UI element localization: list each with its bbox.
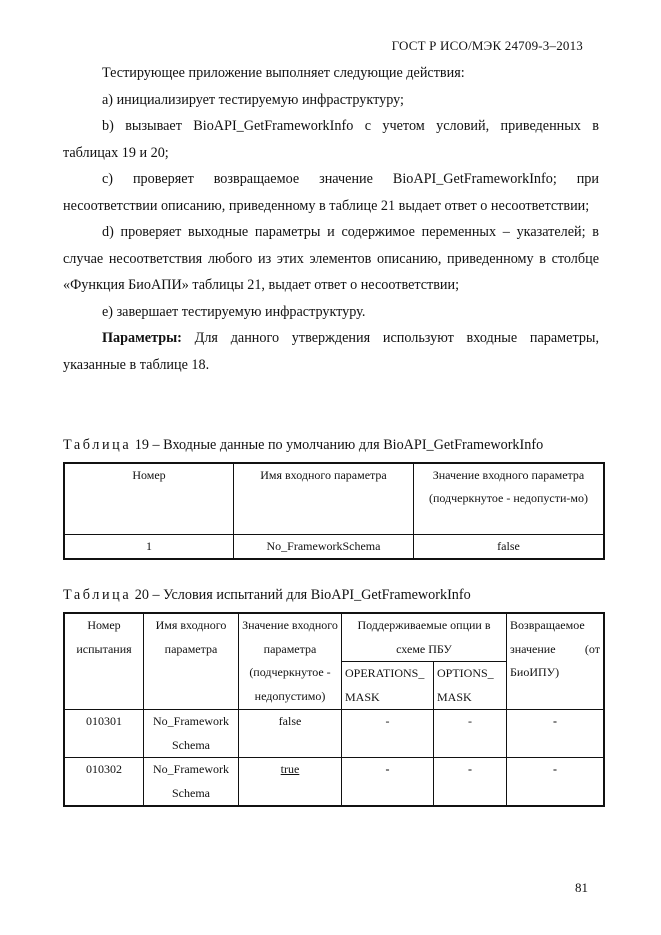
table20-caption-text: 20 – Условия испытаний для BioAPI_GetFrameworkInfo	[131, 587, 471, 603]
table-header-cell: Имя входного параметра	[234, 463, 414, 535]
table-cell: -	[507, 758, 605, 807]
table-row	[64, 758, 604, 807]
table-header-cell: OPTIONS_ MASK	[434, 662, 507, 710]
table-header-row	[64, 463, 604, 535]
table-row	[64, 535, 604, 560]
paragraph-d: d) проверяет выходные параметры и содержимое переменных – указателей; в случае несоответствия любого из этих элементов описанию, приведенному в столбце «Функция БиоАПИ» таблицы 21, выдает ответ о несоответствии;	[63, 224, 599, 293]
body-text	[63, 60, 599, 378]
table19-caption-label: Таблица	[63, 437, 132, 453]
table-cell	[239, 758, 342, 807]
table20-caption-label: Таблица	[63, 587, 132, 603]
table19-caption-text: 19 – Входные данные по умолчанию для BioAPI_GetFrameworkInfo	[131, 437, 544, 453]
table-header-cell: Возвращаемое значение (от БиоИПУ)	[507, 613, 605, 710]
table-19	[63, 462, 605, 560]
table-header-cell: Значение входного параметра (подчеркнутое - недопустимо)	[239, 613, 342, 710]
table-cell: -	[342, 758, 434, 807]
table-header-cell: Значение входного параметра (подчеркнутое - недопусти-мо)	[414, 463, 605, 535]
table19-caption	[63, 437, 543, 454]
table-cell: false	[239, 710, 342, 758]
table-cell: -	[434, 710, 507, 758]
parameters-label: Параметры:	[102, 330, 182, 346]
paragraph-e: e) завершает тестируемую инфраструктуру.	[102, 303, 366, 320]
table-cell: No_Framework Schema	[144, 710, 239, 758]
table-header-cell: OPERATIONS_ MASK	[342, 662, 434, 710]
paragraph-intro: Тестирующее приложение выполняет следующие действия:	[102, 65, 465, 81]
table-cell: -	[434, 758, 507, 807]
page-number: 81	[575, 880, 588, 895]
table-cell: 1	[64, 535, 234, 560]
document-header: ГОСТ Р ИСО/МЭК 24709-3–2013	[391, 38, 583, 53]
table-20	[63, 612, 605, 807]
table-header-cell: Номер испытания	[64, 613, 144, 710]
underlined-value: true	[280, 762, 300, 776]
table-cell: 010301	[64, 710, 144, 758]
table-cell: No_Framework Schema	[144, 758, 239, 807]
paragraph-c: c) проверяет возвращаемое значение BioAPI_GetFrameworkInfo; при несоответствии описанию, приведенному в таблице 21 выдает ответ о несоответствии;	[63, 171, 599, 214]
parameters-text: Для данного утверждения используют входные параметры, указанные в таблице 18.	[63, 330, 599, 373]
table-header-row	[64, 613, 604, 662]
table-header-cell: Имя входного параметра	[144, 613, 239, 710]
paragraph-a: a) инициализирует тестируемую инфраструктуру;	[102, 91, 404, 108]
table-header-cell: Номер	[64, 463, 234, 535]
table-cell: No_FrameworkSchema	[234, 535, 414, 560]
table-cell: 010302	[64, 758, 144, 807]
table-cell: -	[507, 710, 605, 758]
table-cell: -	[342, 710, 434, 758]
table20-caption	[63, 587, 471, 604]
table-header-cell: Поддерживаемые опции в схеме ПБУ	[342, 613, 507, 662]
table-cell: false	[414, 535, 605, 560]
paragraph-b: b) вызывает BioAPI_GetFrameworkInfo с учетом условий, приведенных в таблицах 19 и 20;	[63, 118, 599, 161]
table-row	[64, 710, 604, 758]
paragraph-parameters	[63, 325, 599, 378]
